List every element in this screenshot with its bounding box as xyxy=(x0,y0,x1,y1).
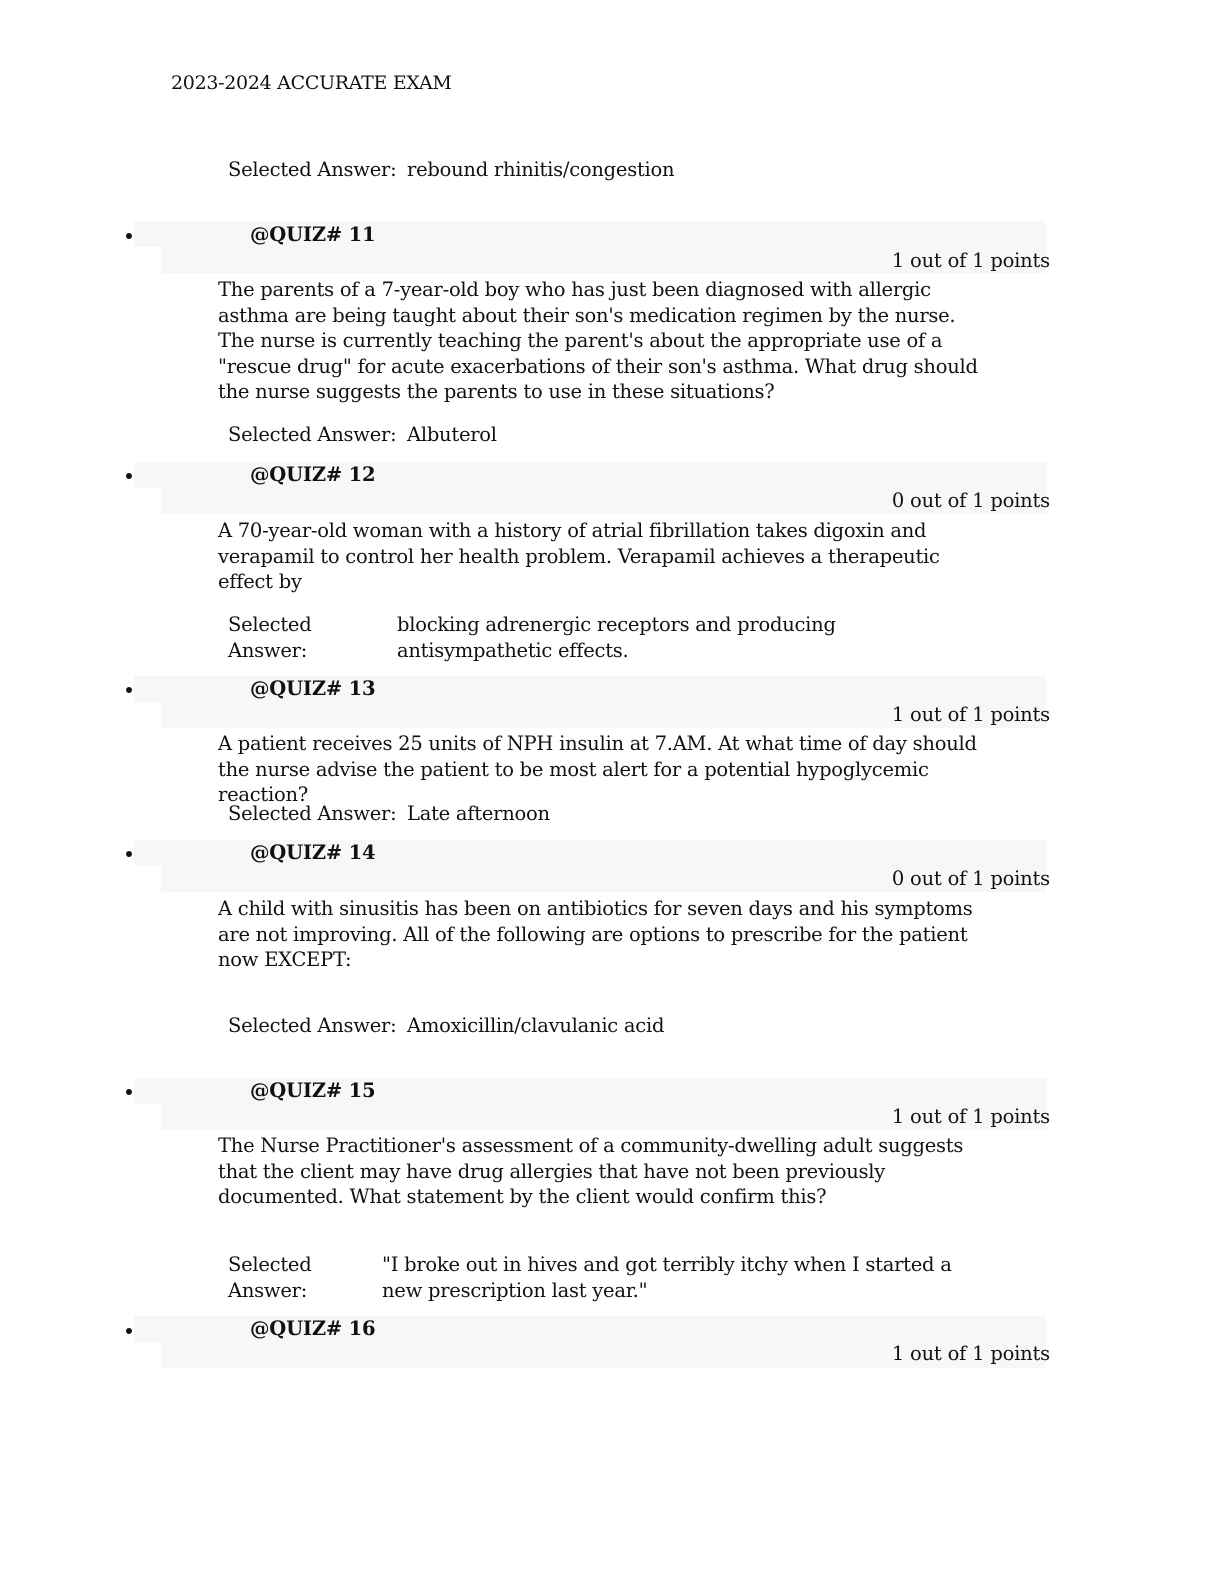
bullet-icon xyxy=(126,473,132,479)
selected-answer-label: Selected Answer: xyxy=(228,802,397,825)
quiz-points: 1 out of 1 points xyxy=(891,1342,1050,1365)
quiz-points: 1 out of 1 points xyxy=(891,249,1050,272)
question-text: A child with sinusitis has been on antibiotics for seven days and his symptoms are not improving. All of the following are options to prescribe for the patient now EXCEPT: xyxy=(218,897,973,971)
selected-answer-label: Selected Answer: xyxy=(228,1014,397,1037)
selected-label-line: Selected xyxy=(228,1253,312,1276)
selected-answer-label xyxy=(228,1252,311,1303)
selected-label-line: Selected xyxy=(228,613,312,636)
question-text: The Nurse Practitioner's assessment of a community-dwelling adult suggests that the client may have drug allergies that have not been previously documented. What statement by the client would confirm this? xyxy=(218,1134,964,1208)
quiz-title: @QUIZ# 12 xyxy=(250,463,376,486)
quiz-title: @QUIZ# 14 xyxy=(250,841,376,864)
selected-answer-label xyxy=(228,612,311,663)
question-text: A 70-year-old woman with a history of atrial fibrillation takes digoxin and verapamil to control her health problem. Verapamil achieves a therapeutic effect by xyxy=(218,519,940,593)
quiz-title: @QUIZ# 15 xyxy=(250,1079,376,1102)
selected-answer-label: Selected Answer: xyxy=(228,158,397,181)
selected-answer-value: "I broke out in hives and got terribly itchy when I started a new prescription last year." xyxy=(382,1253,952,1302)
bullet-icon xyxy=(126,851,132,857)
selected-answer-value: Amoxicillin/clavulanic acid xyxy=(407,1014,665,1037)
quiz-points: 0 out of 1 points xyxy=(891,489,1050,512)
quiz-points: 1 out of 1 points xyxy=(891,703,1050,726)
page-header: 2023-2024 ACCURATE EXAM xyxy=(171,72,452,94)
quiz-title: @QUIZ# 11 xyxy=(250,223,376,246)
question-text: A patient receives 25 units of NPH insulin at 7.AM. At what time of day should the nurse advise the patient to be most alert for a potential hypoglycemic reaction? xyxy=(218,732,977,806)
quiz-title: @QUIZ# 16 xyxy=(250,1317,376,1340)
selected-answer-value: Albuterol xyxy=(407,423,497,446)
bullet-icon xyxy=(126,1089,132,1095)
question-text: The parents of a 7-year-old boy who has just been diagnosed with allergic asthma are being taught about their son's medication regimen by the nurse. The nurse is currently teaching the parent's about the appropriate use of a "rescue drug" for acute exacerbations of their son's asthma. What drug should the nurse suggests the parents to use in these situations? xyxy=(218,278,978,403)
quiz-points: 0 out of 1 points xyxy=(891,867,1050,890)
answer-label-line: Answer: xyxy=(228,638,308,662)
quiz-title: @QUIZ# 13 xyxy=(250,677,376,700)
selected-answer-label: Selected Answer: xyxy=(228,423,397,446)
selected-answer-value: rebound rhinitis/congestion xyxy=(407,158,675,181)
answer-label-line: Answer: xyxy=(228,1278,308,1302)
selected-answer-value: Late afternoon xyxy=(407,802,550,825)
bullet-icon xyxy=(126,1328,132,1334)
bullet-icon xyxy=(126,233,132,239)
bullet-icon xyxy=(126,687,132,693)
quiz-points: 1 out of 1 points xyxy=(891,1105,1050,1128)
selected-answer-value: blocking adrenergic receptors and producing antisympathetic effects. xyxy=(397,613,836,662)
